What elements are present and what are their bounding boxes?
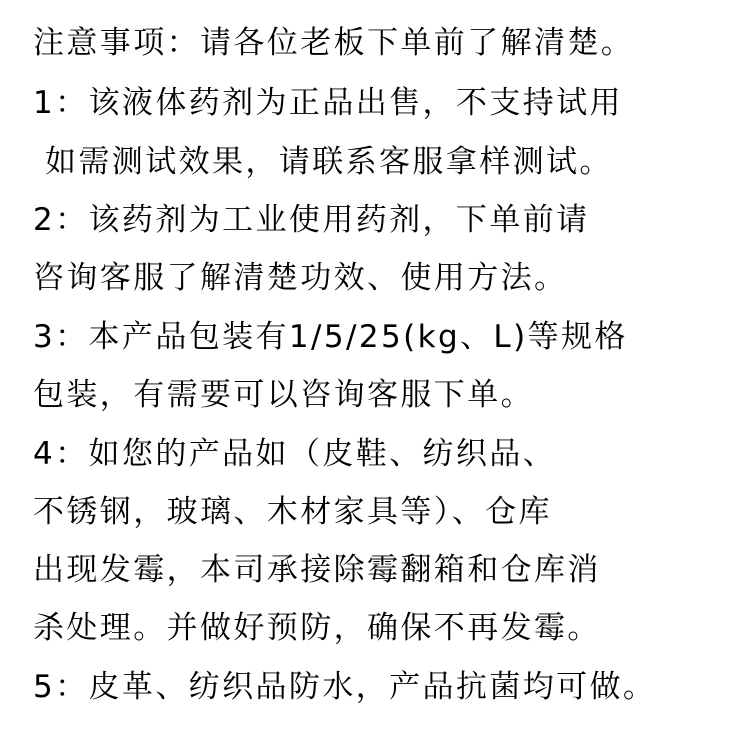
- notice-item-3-line-1: 3：本产品包装有1/5/25(kg、L)等规格: [33, 319, 628, 355]
- notice-heading: 注意事项：请各位老板下单前了解清楚。: [33, 25, 635, 61]
- notice-item-4-line-3: 出现发霉，本司承接除霉翻箱和仓库消: [33, 552, 601, 588]
- notice-item-1-line-2: 如需测试效果，请联系客服拿样测试。: [45, 144, 613, 180]
- notice-item-2-line-2: 咨询客服了解清楚功效、使用方法。: [33, 260, 568, 296]
- notice-item-2-line-1: 2：该药剂为工业使用药剂，下单前请: [33, 202, 590, 238]
- notice-item-4-line-1: 4：如您的产品如（皮鞋、纺织品、: [33, 436, 557, 472]
- notice-item-4-line-4: 杀处理。并做好预防，确保不再发霉。: [33, 610, 601, 646]
- notice-item-5-line-1: 5：皮革、纺织品防水，产品抗菌均可做。: [33, 669, 657, 705]
- notice-item-4-line-2: 不锈钢，玻璃、木材家具等）、仓库: [33, 494, 552, 530]
- notice-item-1-line-1: 1：该液体药剂为正品出售，不支持试用: [33, 85, 623, 121]
- notice-item-3-line-2: 包装，有需要可以咨询客服下单。: [33, 377, 534, 413]
